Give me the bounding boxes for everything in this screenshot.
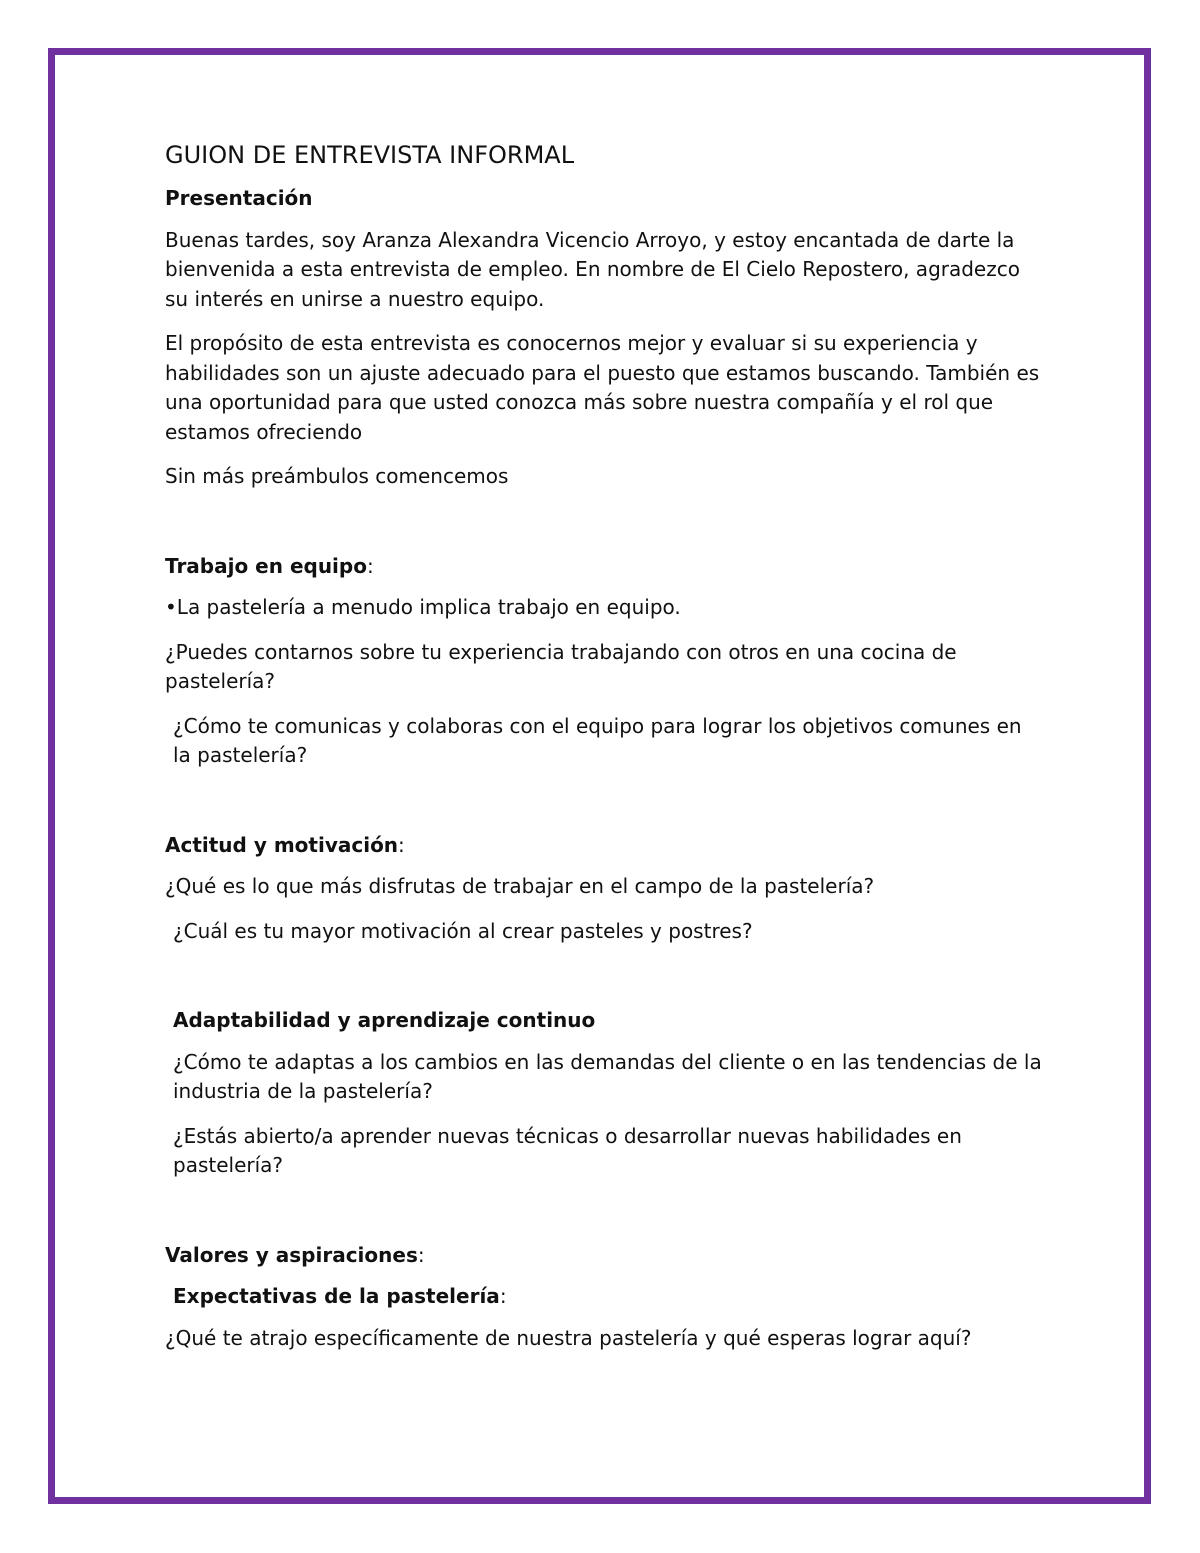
adaptability-heading-text: Adaptabilidad y aprendizaje continuo xyxy=(173,1008,596,1032)
values-heading-colon: : xyxy=(417,1242,425,1267)
section-heading-presentation xyxy=(165,184,1045,214)
section-heading-teamwork xyxy=(165,552,1045,582)
document-body xyxy=(165,140,1045,1368)
section-heading-adaptability xyxy=(165,1006,1045,1036)
expectations-heading-colon: : xyxy=(499,1284,507,1308)
teamwork-intro: •La pastelería a menudo implica trabajo en equipo. xyxy=(165,595,681,619)
presentation-paragraph-3: Sin más preámbulos comencemos xyxy=(165,464,509,488)
attitude-heading-colon: : xyxy=(398,832,405,857)
adaptability-question-1: ¿Cómo te adaptas a los cambios en las demandas del cliente o en las tendencias de la industria de la pastelería? xyxy=(173,1049,1042,1103)
subheading-expectations xyxy=(165,1282,1045,1312)
attitude-question-1: ¿Qué es lo que más disfrutas de trabajar en el campo de la pastelería? xyxy=(165,874,875,898)
teamwork-heading-text: Trabajo en equipo xyxy=(165,553,367,578)
teamwork-question-1: ¿Puedes contarnos sobre tu experiencia trabajando con otros en una cocina de pastelería? xyxy=(165,639,957,693)
expectations-heading-text: Expectativas de la pastelería xyxy=(173,1284,500,1308)
presentation-heading-text: Presentación xyxy=(165,186,313,210)
section-heading-values xyxy=(165,1241,1045,1271)
attitude-question-2: ¿Cuál es tu mayor motivación al crear pasteles y postres? xyxy=(173,918,753,943)
adaptability-question-2: ¿Estás abierto/a aprender nuevas técnicas o desarrollar nuevas habilidades en pastelería? xyxy=(173,1123,962,1177)
teamwork-heading-colon: : xyxy=(366,553,374,578)
teamwork-question-2: ¿Cómo te comunicas y colaboras con el equipo para lograr los objetivos comunes en la pastelería? xyxy=(173,713,1022,767)
presentation-paragraph-2: El propósito de esta entrevista es conocernos mejor y evaluar si su experiencia y habilidades son un ajuste adecuado para el puesto que estamos buscando. También es una oportunidad para que usted conozca más sobre nuestra compañía y el rol que estamos ofreciendo xyxy=(165,331,1040,444)
attitude-heading-text: Actitud y motivación xyxy=(165,832,399,857)
document-title: GUION DE ENTREVISTA INFORMAL xyxy=(165,141,575,169)
values-question-1: ¿Qué te atrajo específicamente de nuestra pastelería y qué esperas lograr aquí? xyxy=(165,1325,972,1350)
values-heading-text: Valores y aspiraciones xyxy=(165,1242,418,1267)
section-heading-attitude xyxy=(165,831,1045,861)
presentation-paragraph-1: Buenas tardes, soy Aranza Alexandra Vicencio Arroyo, y estoy encantada de darte la bienvenida a esta entrevista de empleo. En nombre de El Cielo Repostero, agradezco su interés en unirse a nuestro equipo. xyxy=(165,227,1020,311)
